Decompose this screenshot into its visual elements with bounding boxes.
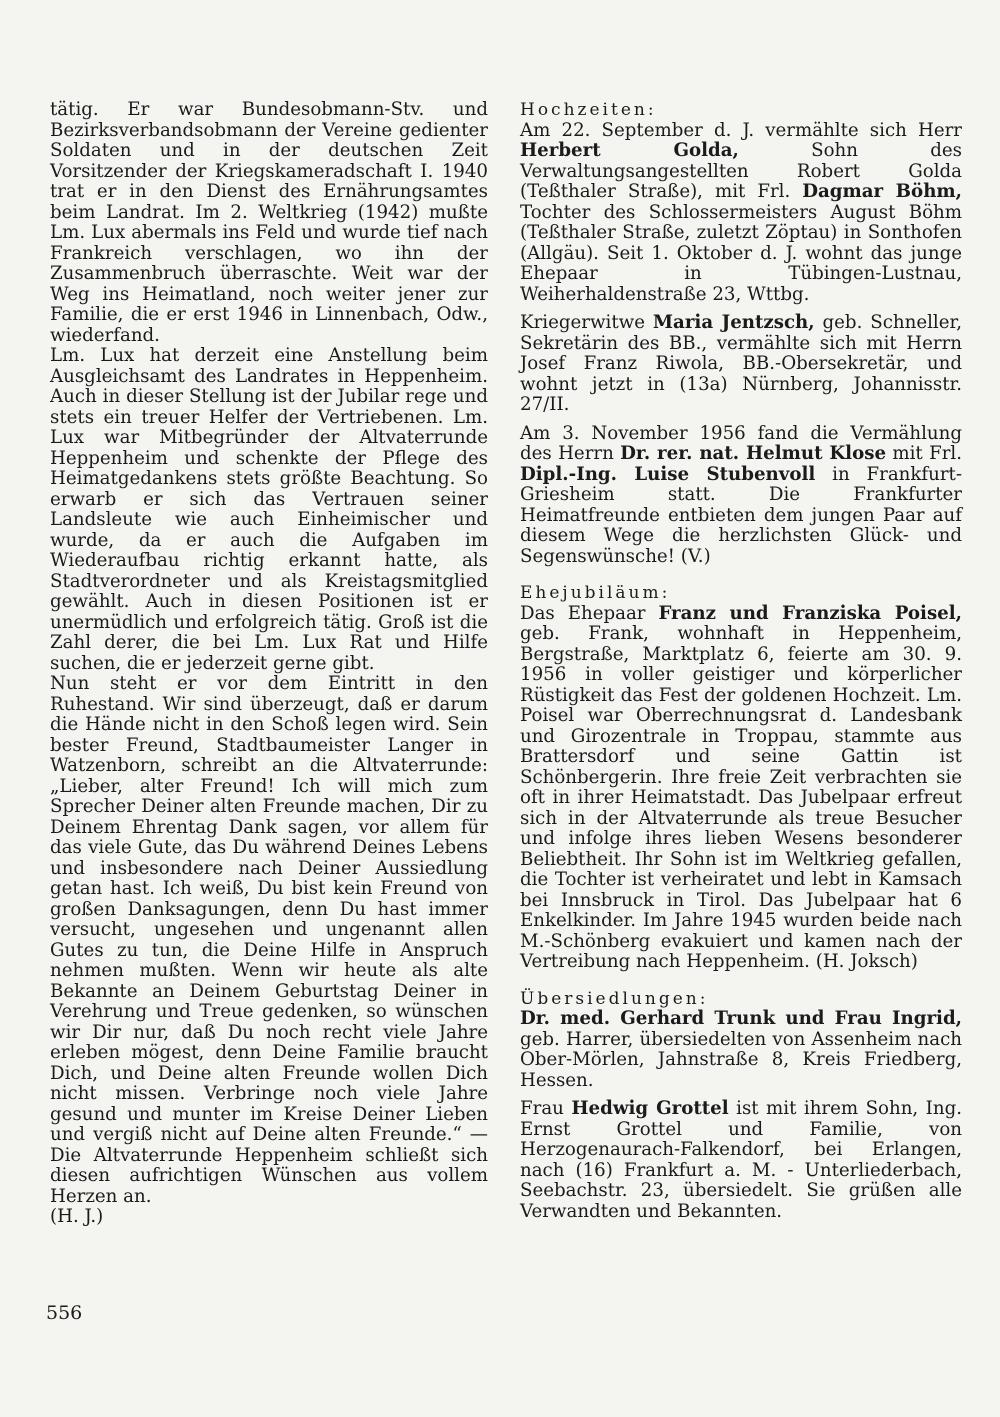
- section-heading-relocations: Übersiedlungen:: [520, 988, 709, 1009]
- wedding-notice: [520, 121, 962, 306]
- person-name: Dagmar Böhm,: [802, 181, 962, 202]
- section-heading-jubilee: Ehejubiläum:: [520, 583, 671, 603]
- paragraph: Lm. Lux hat derzeit eine Anstellung beim Ausgleichsamt des Landrates in Heppenheim. Auch in dieser Stellung ist der Jubilar rege und stets ein treuer Helfer der Vertriebenen. Lm. Lux war Mitbegründer der Altvaterrunde Heppenheim und schenkte der Pflege des Heimatgedankens stets größte Beachtung. So erwarb er sich das Vertrauen seiner Landsleute wie auch Einheimischer und wurde, da er auch die Aufgaben im Wiederaufbau richtig erkannt hatte, als Stadtverordneter und als Kreistagsmitglied gewählt. Auch in diesen Positionen ist er unermüdlich und erfolgreich tätig. Groß ist die Zahl derer, die bei Lm. Lux Rat und Hilfe suchen, die er jederzeit gerne gibt.: [50, 345, 488, 674]
- text: Tochter des Schlossermeisters August Böhm (Teßthaler Straße, zuletzt Zöptau) in Sonthofen (Allgäu). Seit 1. Oktober d. J. wohnt das junge Ehepaar in Tübingen-Lustnau, Weiherhaldenstraße 23, Wttbg.: [520, 201, 962, 305]
- person-name: Franz und Franziska Poisel,: [658, 602, 962, 624]
- right-column: [520, 100, 962, 1222]
- relocation-notice: [520, 1099, 962, 1222]
- wedding-notice: [520, 313, 962, 416]
- text: Frau: [520, 1098, 572, 1119]
- text: geb. Schneller, Sekretärin des BB., vermählte sich mit Herrn Josef Franz Riwola, BB.-Obersekretär, und wohnt jetzt in (13a) Nürnberg, Johannisstr. 27/II.: [520, 312, 962, 415]
- person-name: Herbert Golda,: [520, 140, 739, 161]
- signature: (H. J.): [50, 1206, 104, 1227]
- person-name: Hedwig Grottel: [571, 1098, 729, 1119]
- text: Das Ehepaar: [520, 602, 659, 624]
- text: Kriegerwitwe: [520, 312, 653, 333]
- paragraph: tätig. Er war Bundesobmann-Stv. und Bezirksverbandsobmann der Vereine gedienter Soldaten und in der deutschen Zeit Vorsitzender der Kriegskameradschaft I. 1940 trat er in den Dienst des Ernährungsamtes beim Landrat. Im 2. Weltkrieg (1942) mußte Lm. Lux abermals ins Feld und wurde tief nach Frankreich verschlagen, wo ihn der Zusammenbruch überraschte. Weit war der Weg ins Heimatland, noch weiter jener zur Familie, die er erst 1946 in Linnenbach, Odw., wiederfand.: [50, 99, 488, 346]
- person-name: Dr. rer. nat. Helmut Klose: [620, 443, 887, 464]
- text: mit Frl.: [886, 443, 962, 464]
- text: Sohn des Verwaltungsangestellten Robert Golda (Teßthaler Straße), mit Frl.: [520, 140, 962, 202]
- text: geb. Harrer, übersiedelten von Assenheim nach Ober-Mörlen, Jahnstraße 8, Kreis Friedberg, Hessen.: [520, 1028, 962, 1091]
- paragraph: Nun steht er vor dem Eintritt in den Ruhestand. Wir sind überzeugt, daß er darum die Hände nicht in den Schoß legen wird. Sein bester Freund, Stadtbaumeister Langer in Watzenborn, schreibt an die Altvaterrunde: „Lieber, alter Freund! Ich will mich zum Sprecher Deiner alten Freunde machen, Dir zu Deinem Ehrentag Dank sagen, vor allem für das viele Gute, das Du während Deines Lebens und insbesondere nach Deiner Aussiedlung getan hast. Ich weiß, Du bist kein Freund von großen Danksagungen, denn Du hast immer versucht, ungesehen und ungenannt allen Gutes zu tun, die Deine Hilfe in Anspruch nehmen mußten. Wenn wir heute als alte Bekannte an Deinem Geburtstag Deiner in Verehrung und Treue gedenken, so wünschen wir Dir nur, daß Du noch recht viele Jahre erleben mögest, denn Deine Familie braucht Dich, und Deine alten Freunde wollen Dich nicht missen. Verbringe noch viele Jahre gesund und munter im Kreise Deiner Lieben und vergiß nicht auf Deine alten Freunde.“ — Die Altvaterrunde Heppenheim schließt sich diesen aufrichtigen Wünschen aus vollem Herzen an.: [50, 673, 488, 1207]
- text: ist mit ihrem Sohn, Ing. Ernst Grottel und Familie, von Herzogenaurach-Falkendorf, bei Erlangen, nach (16) Frankfurt a. M. - Unterliederbach, Seebachstr. 23, übersiedelt. Sie grüßen alle Verwandten und Bekannten.: [520, 1098, 962, 1222]
- section-heading-weddings: Hochzeiten:: [520, 100, 657, 120]
- text: geb. Frank, wohnhaft in Heppenheim, Bergstraße, Marktplatz 6, feierte am 30. 9. 1956 in voller geistiger und körperlicher Rüstigkeit das Fest der goldenen Hochzeit. Lm. Poisel war Oberrechnungsrat d. Landesbank und Girozentrale in Troppau, stammte aus Brattersdorf und seine Gattin ist Schönbergerin. Ihre freie Zeit verbrachten sie oft in ihrer Heimatstadt. Das Jubelpaar erfreut sich in der Altvaterrunde als treue Besucher und infolge ihres lieben Wesens besonderer Beliebtheit. Ihr Sohn ist im Weltkrieg gefallen, die Tochter ist verheiratet und lebt in Kamsach bei Innsbruck in Tirol. Das Jubelpaar hat 6 Enkelkinder. Im Jahre 1945 wurden beide nach M.-Schönberg evakuiert und kamen nach der Vertreibung nach Heppenheim. (H. Joksch): [520, 623, 962, 972]
- text: in Frankfurt-Griesheim statt. Die Frankfurter Heimatfreunde entbieten dem jungen Paar auf diesem Wege die herzlichsten Glück- und Segenswünsche! (V.): [520, 463, 963, 567]
- jubilee-notice: [520, 604, 962, 973]
- person-name: Dipl.-Ing. Luise Stubenvoll: [520, 463, 816, 485]
- relocation-notice: [520, 1009, 962, 1091]
- left-column: [50, 100, 488, 1228]
- text: Am 22. September d. J. vermählte sich Herr: [520, 119, 962, 141]
- person-name: Dr. med. Gerhard Trunk und Frau Ingrid,: [520, 1008, 962, 1029]
- text: Am 3. November 1956 fand die Vermählung des Herrn: [520, 422, 962, 464]
- person-name: Maria Jentzsch,: [652, 312, 815, 333]
- page-number: 556: [46, 1302, 83, 1324]
- wedding-notice: [520, 424, 962, 568]
